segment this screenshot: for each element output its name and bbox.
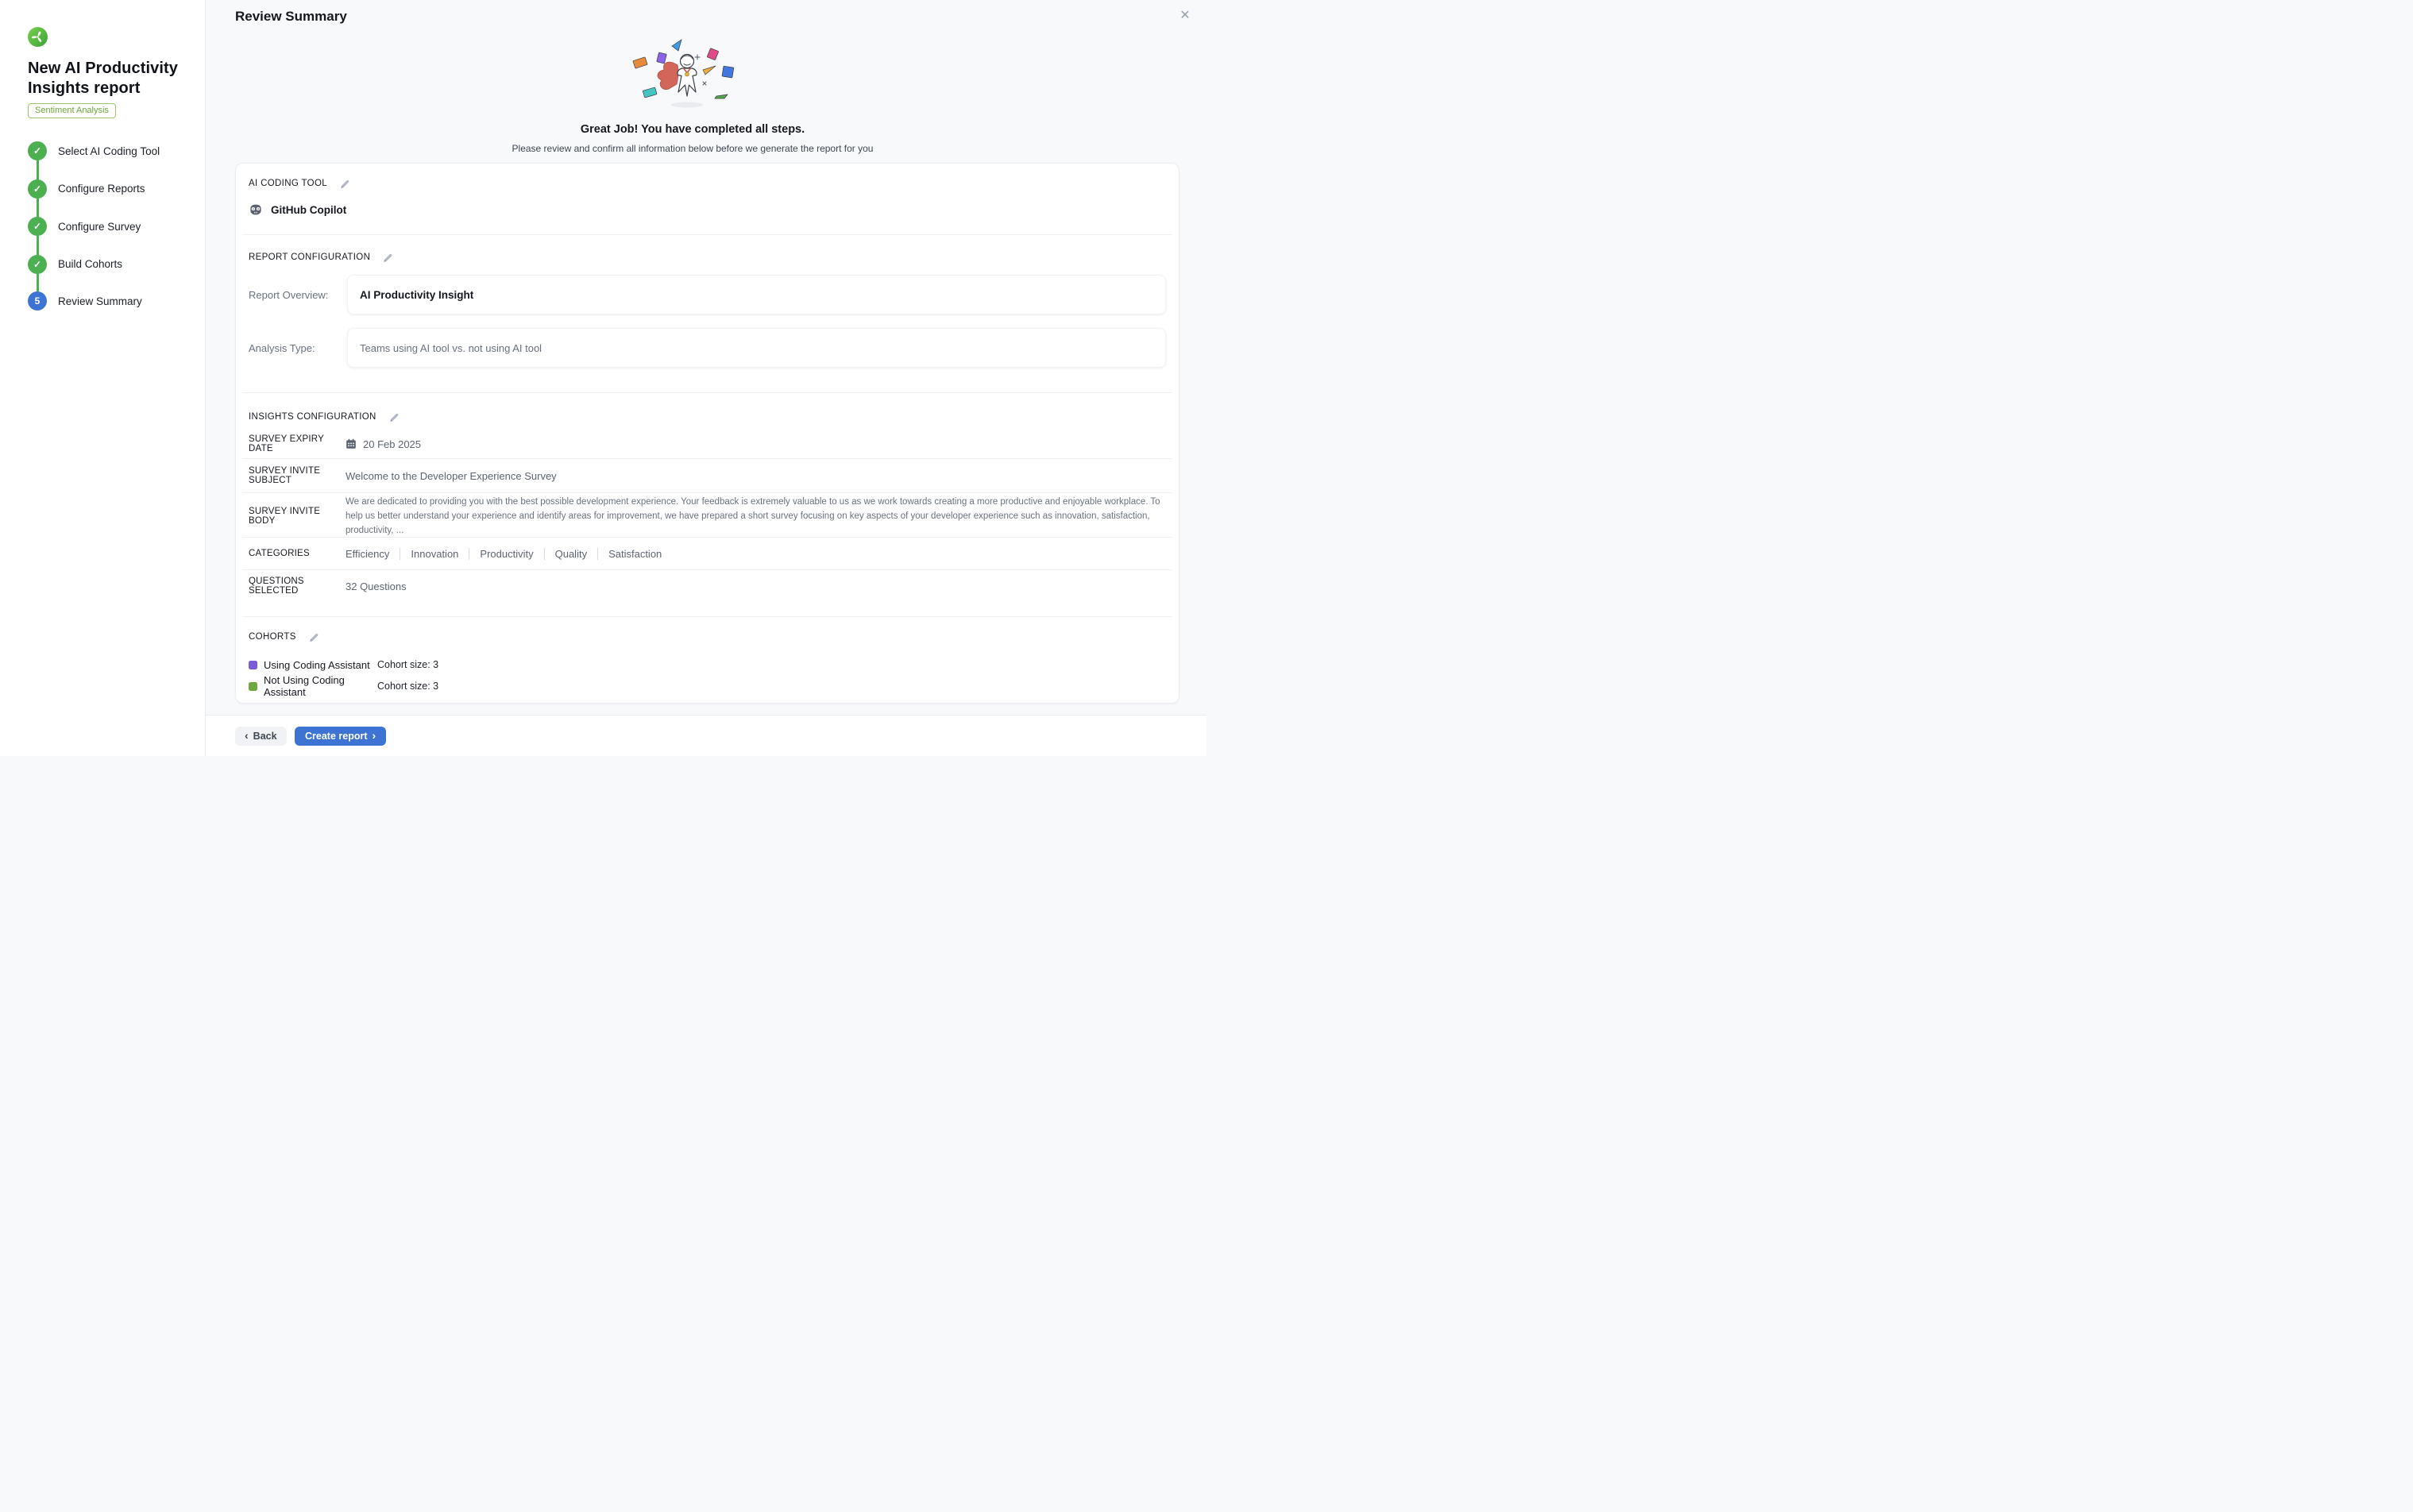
calendar-icon bbox=[346, 438, 357, 449]
sidebar-step-select-ai-coding-tool[interactable] bbox=[28, 141, 160, 160]
category-item: Quality bbox=[545, 548, 598, 560]
section-ai-coding-tool bbox=[249, 177, 350, 189]
cohorts-label: COHORTS bbox=[249, 631, 296, 642]
report-overview-value: AI Productivity Insight bbox=[360, 288, 474, 301]
divider bbox=[242, 616, 1172, 617]
report-overview-row bbox=[249, 275, 1166, 314]
divider bbox=[242, 537, 1172, 538]
step-label: Review Summary bbox=[58, 295, 142, 307]
page-title: New AI Productivity Insights report bbox=[28, 60, 178, 97]
page bbox=[0, 0, 1206, 756]
questions-selected-label: QUESTIONS SELECTED bbox=[249, 577, 304, 596]
divider bbox=[242, 458, 1172, 459]
sidebar bbox=[0, 0, 206, 756]
survey-expiry-value: 20 Feb 2025 bbox=[363, 438, 422, 450]
close-icon[interactable]: ✕ bbox=[1179, 9, 1191, 22]
step-label: Select AI Coding Tool bbox=[58, 145, 160, 157]
github-copilot-icon bbox=[249, 202, 263, 217]
analysis-type-row bbox=[249, 328, 1166, 368]
hero-subheading: Please review and confirm all information below before we generate the report for you bbox=[512, 143, 874, 154]
sidebar-step-build-cohorts[interactable] bbox=[28, 255, 122, 274]
section-cohorts bbox=[249, 631, 319, 642]
sidebar-step-configure-reports[interactable] bbox=[28, 179, 145, 199]
section-report-configuration bbox=[249, 251, 393, 263]
main-panel bbox=[206, 0, 1206, 756]
cohort-row bbox=[249, 657, 438, 673]
celebration-illustration bbox=[626, 37, 759, 116]
step-number-badge: 5 bbox=[28, 291, 47, 310]
categories-label: CATEGORIES bbox=[249, 549, 310, 558]
divider bbox=[242, 392, 1172, 393]
sidebar-step-configure-survey[interactable] bbox=[28, 217, 141, 236]
back-button[interactable]: ‹ Back bbox=[235, 727, 287, 746]
invite-body-label: SURVEY INVITE BODY bbox=[249, 507, 321, 526]
invite-subject-row bbox=[249, 464, 1166, 488]
divider bbox=[242, 492, 1172, 493]
section-insights-configuration bbox=[249, 411, 400, 422]
step-label: Configure Reports bbox=[58, 183, 145, 195]
analysis-type-label: Analysis Type: bbox=[249, 341, 315, 354]
divider bbox=[242, 569, 1172, 570]
ai-coding-tool-label: AI CODING TOOL bbox=[249, 178, 327, 188]
report-configuration-label: REPORT CONFIGURATION bbox=[249, 252, 371, 262]
review-summary-card bbox=[235, 163, 1179, 704]
selected-tool-name: GitHub Copilot bbox=[271, 203, 347, 216]
survey-expiry-label: SURVEY EXPIRY DATE bbox=[249, 434, 324, 453]
edit-ai-coding-tool-icon[interactable] bbox=[338, 177, 350, 189]
invite-body-value: We are dedicated to providing you with the best possible development experience. Your feedback is extremely valuable to us as we work towards creating a more productive and enjoyable workplace. To help us better understand your experience and identify areas for improvement, we have prepared a short survey focusing on key aspects of your developer experience such as innovation, satisfaction, productivity, ... bbox=[346, 497, 1160, 535]
categories-list bbox=[346, 548, 672, 560]
survey-expiry-row bbox=[249, 430, 1166, 457]
completion-hero bbox=[206, 37, 1179, 154]
cohort-name: Using Coding Assistant bbox=[264, 658, 370, 671]
create-report-button[interactable]: Create report › bbox=[295, 727, 386, 746]
edit-report-configuration-icon[interactable] bbox=[381, 251, 393, 263]
cohort-size: Cohort size: 3 bbox=[377, 681, 439, 692]
category-item: Productivity bbox=[469, 548, 544, 560]
category-item: Innovation bbox=[400, 548, 469, 560]
invite-body-row bbox=[249, 497, 1166, 535]
invite-subject-value: Welcome to the Developer Experience Survey bbox=[346, 469, 557, 482]
analysis-type-value-box bbox=[347, 328, 1166, 368]
report-overview-label: Report Overview: bbox=[249, 288, 329, 301]
edit-cohorts-icon[interactable] bbox=[307, 631, 319, 642]
category-item: Satisfaction bbox=[608, 547, 662, 560]
step-check-icon: ✓ bbox=[28, 179, 47, 199]
categories-row bbox=[249, 542, 1166, 565]
divider bbox=[242, 234, 1172, 235]
selected-tool-row bbox=[249, 202, 346, 217]
step-check-icon: ✓ bbox=[28, 141, 47, 160]
step-label: Build Cohorts bbox=[58, 258, 123, 270]
cohort-size: Cohort size: 3 bbox=[377, 659, 439, 670]
cohort-row bbox=[249, 674, 439, 698]
insights-configuration-label: INSIGHTS CONFIGURATION bbox=[249, 411, 376, 422]
questions-selected-value: 32 Questions bbox=[346, 580, 407, 592]
step-check-icon: ✓ bbox=[28, 255, 47, 274]
report-overview-value-box bbox=[347, 275, 1166, 314]
chevron-right-icon: › bbox=[372, 729, 376, 742]
cohort-color-swatch bbox=[249, 682, 257, 691]
analysis-type-value: Teams using AI tool vs. not using AI tool bbox=[360, 341, 542, 354]
analysis-type-badge: Sentiment Analysis bbox=[28, 103, 116, 118]
cohort-name: Not Using Coding Assistant bbox=[264, 674, 345, 698]
panel-title: Review Summary bbox=[235, 9, 347, 24]
cohort-color-swatch bbox=[249, 661, 257, 669]
hero-heading: Great Job! You have completed all steps. bbox=[580, 123, 805, 136]
step-label: Configure Survey bbox=[58, 220, 141, 233]
questions-selected-row bbox=[249, 575, 1166, 597]
category-item: Efficiency bbox=[346, 548, 400, 560]
invite-subject-label: SURVEY INVITE SUBJECT bbox=[249, 466, 321, 485]
wizard-footer bbox=[206, 715, 1206, 756]
step-check-icon: ✓ bbox=[28, 217, 47, 236]
app-logo-icon bbox=[28, 27, 48, 47]
chevron-left-icon: ‹ bbox=[245, 729, 249, 742]
sidebar-step-review-summary[interactable] bbox=[28, 291, 142, 310]
edit-insights-configuration-icon[interactable] bbox=[388, 411, 400, 422]
